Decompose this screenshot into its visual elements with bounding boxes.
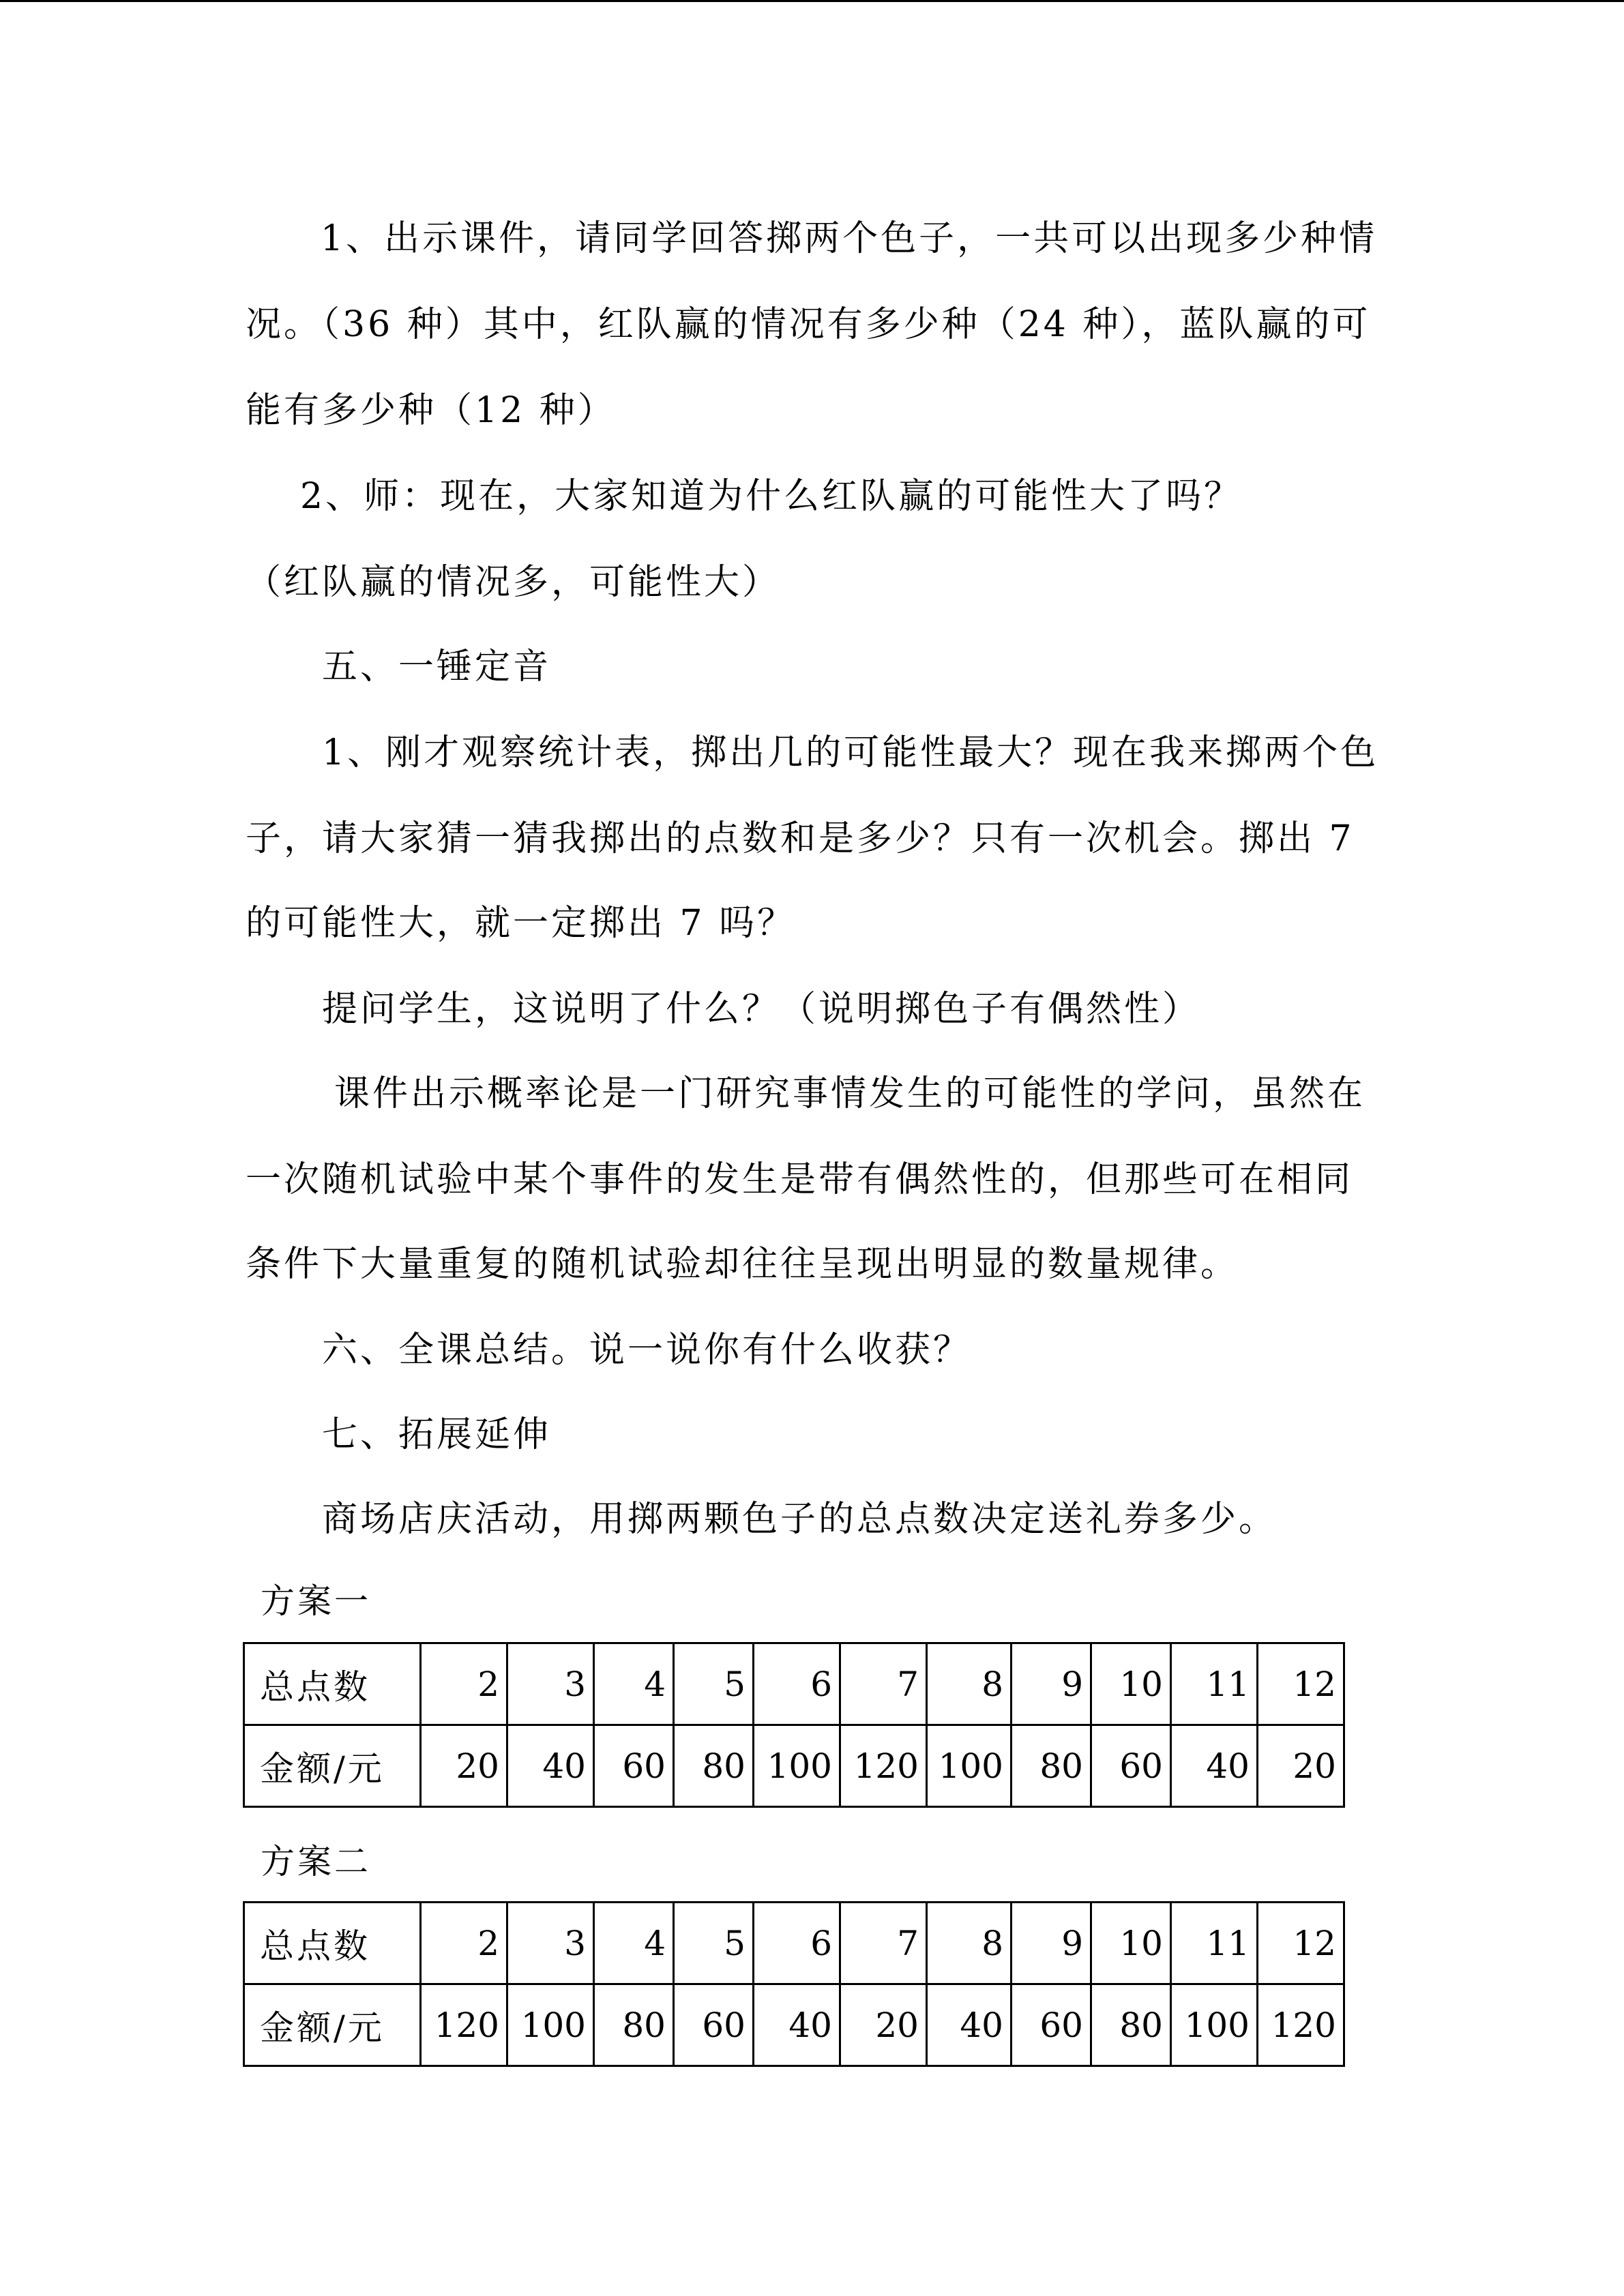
table-cell: 9 <box>1012 1903 1091 1984</box>
table-cell: 2 <box>421 1903 507 1984</box>
table-cell: 40 <box>1171 1725 1258 1807</box>
table-cell: 5 <box>674 1903 754 1984</box>
row-header: 金额/元 <box>244 1984 421 2066</box>
table-cell: 120 <box>421 1984 507 2066</box>
paragraph-line: 课件出示概率论是一门研究事情发生的可能性的学问，虽然在 <box>334 1073 1366 1114</box>
table-row <box>244 1984 1344 2066</box>
paragraph-line: 条件下大量重复的随机试验却往往呈现出明显的数量规律。 <box>246 1244 1239 1285</box>
prize-table <box>243 1642 1345 1808</box>
table-cell: 6 <box>754 1903 840 1984</box>
table-cell: 100 <box>754 1725 840 1807</box>
paragraph-line: 2、师：现在，大家知道为什么红队赢的可能性大了吗？ <box>300 476 1243 517</box>
table-row <box>244 1643 1344 1725</box>
paragraph-line: （红队赢的情况多，可能性大） <box>246 562 781 603</box>
paragraph-line: 1、出示课件，请同学回答掷两个色子，一共可以出现多少种情 <box>321 218 1378 259</box>
table-cell: 12 <box>1258 1643 1344 1725</box>
paragraph-line: 况。（36 种）其中，红队赢的情况有多少种（24 种），蓝队赢的可 <box>246 304 1371 345</box>
table-cell: 11 <box>1171 1903 1258 1984</box>
paragraph-line: 一次随机试验中某个事件的发生是带有偶然性的，但那些可在相同 <box>246 1159 1354 1200</box>
table-cell: 7 <box>840 1903 927 1984</box>
table-cell: 80 <box>674 1725 754 1807</box>
paragraph-line: 1、刚才观察统计表，掷出几的可能性最大？现在我来掷两个色 <box>322 732 1379 773</box>
table-cell: 4 <box>594 1903 674 1984</box>
row-header: 总点数 <box>244 1643 421 1725</box>
table-cell: 100 <box>927 1725 1012 1807</box>
table-cell: 10 <box>1091 1903 1171 1984</box>
table-cell: 120 <box>840 1725 927 1807</box>
table-cell: 2 <box>421 1643 507 1725</box>
paragraph-line: 的可能性大，就一定掷出 7 吗？ <box>246 903 796 944</box>
table-cell: 8 <box>927 1903 1012 1984</box>
section-heading: 五、一锤定音 <box>322 646 552 687</box>
table-row <box>244 1903 1344 1984</box>
table-cell: 60 <box>674 1984 754 2066</box>
section-heading: 六、全课总结。说一说你有什么收获？ <box>322 1330 972 1371</box>
table-cell: 5 <box>674 1643 754 1725</box>
table-cell: 20 <box>1258 1725 1344 1807</box>
table-cell: 80 <box>1091 1984 1171 2066</box>
table-cell: 40 <box>507 1725 594 1807</box>
table-cell: 60 <box>1091 1725 1171 1807</box>
table-cell: 40 <box>754 1984 840 2066</box>
paragraph-line: 商场店庆活动，用掷两颗色子的总点数决定送礼券多少。 <box>322 1499 1278 1540</box>
table-cell: 20 <box>421 1725 507 1807</box>
table-cell: 10 <box>1091 1643 1171 1725</box>
prize-table <box>243 1901 1345 2067</box>
table-cell: 7 <box>840 1643 927 1725</box>
paragraph-line: 能有多少种（12 种） <box>246 390 616 431</box>
table-cell: 6 <box>754 1643 840 1725</box>
table-cell: 100 <box>1171 1984 1258 2066</box>
table-cell: 11 <box>1171 1643 1258 1725</box>
table-cell: 20 <box>840 1984 927 2066</box>
paragraph-line: 提问学生，这说明了什么？（说明掷色子有偶然性） <box>322 989 1201 1030</box>
section-heading: 七、拓展延伸 <box>322 1414 552 1455</box>
table-cell: 12 <box>1258 1903 1344 1984</box>
paragraph-line: 子，请大家猜一猜我掷出的点数和是多少？只有一次机会。掷出 7 <box>246 818 1355 859</box>
table-cell: 9 <box>1012 1643 1091 1725</box>
plan-caption: 方案二 <box>261 1842 371 1881</box>
table-cell: 120 <box>1258 1984 1344 2066</box>
table-cell: 3 <box>507 1643 594 1725</box>
table-cell: 100 <box>507 1984 594 2066</box>
table-row <box>244 1725 1344 1807</box>
table-cell: 8 <box>927 1643 1012 1725</box>
table-cell: 60 <box>1012 1984 1091 2066</box>
row-header: 总点数 <box>244 1903 421 1984</box>
row-header: 金额/元 <box>244 1725 421 1807</box>
table-cell: 4 <box>594 1643 674 1725</box>
plan-caption: 方案一 <box>261 1581 371 1621</box>
table-cell: 40 <box>927 1984 1012 2066</box>
table-cell: 80 <box>1012 1725 1091 1807</box>
table-cell: 60 <box>594 1725 674 1807</box>
table-cell: 3 <box>507 1903 594 1984</box>
table-cell: 80 <box>594 1984 674 2066</box>
